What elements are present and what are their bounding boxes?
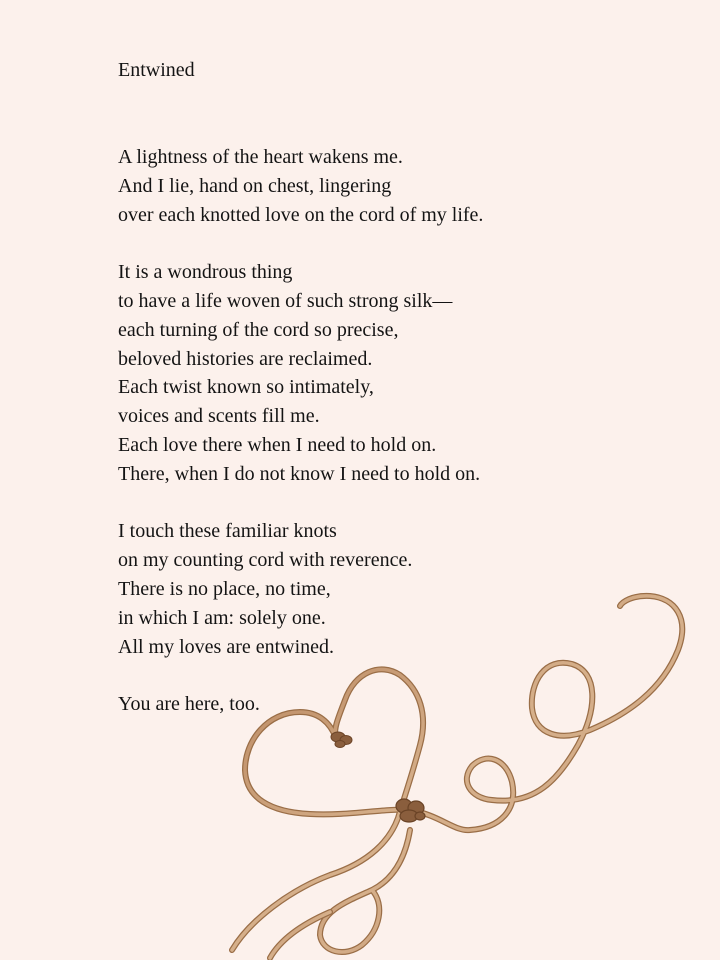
poem-line: A lightness of the heart wakens me.: [118, 146, 403, 168]
cord-strand: [320, 830, 410, 952]
poem-line: There is no place, no time,: [118, 577, 331, 600]
poem-line: Each twist known so intimately,: [118, 376, 374, 399]
stanza-1: [118, 143, 483, 229]
poem-line: And I lie, hand on chest, lingering: [118, 174, 392, 197]
cord-strand: [270, 912, 330, 958]
poem-line: I touch these familiar knots: [118, 520, 337, 543]
poem-line: each turning of the cord so precise,: [118, 318, 399, 341]
stanza-3: [118, 517, 483, 661]
cord-strand: [270, 912, 330, 958]
poem-line: You are here, too.: [118, 693, 260, 716]
poem-line: beloved histories are reclaimed.: [118, 347, 373, 370]
cord-strand: [320, 830, 410, 952]
poem-line: over each knotted love on the cord of my life.: [118, 203, 484, 226]
poem-line: in which I am: solely one.: [118, 606, 326, 629]
poem-line: It is a wondrous thing: [118, 261, 293, 284]
poem-line: All my loves are entwined.: [118, 635, 335, 658]
poem-line: There, when I do not know I need to hold on.: [118, 462, 481, 485]
poem-line: on my counting cord with reverence.: [118, 549, 413, 572]
poem-body: [118, 143, 483, 748]
poem-line: Each love there when I need to hold on.: [118, 433, 437, 456]
poem-title: Entwined: [118, 59, 195, 81]
poem-line: to have a life woven of such strong silk—: [118, 289, 453, 312]
poem-line: voices and scents fill me.: [118, 405, 320, 428]
stanza-2: [118, 258, 483, 488]
main-knot: [396, 799, 425, 822]
stanza-4: [118, 690, 483, 719]
